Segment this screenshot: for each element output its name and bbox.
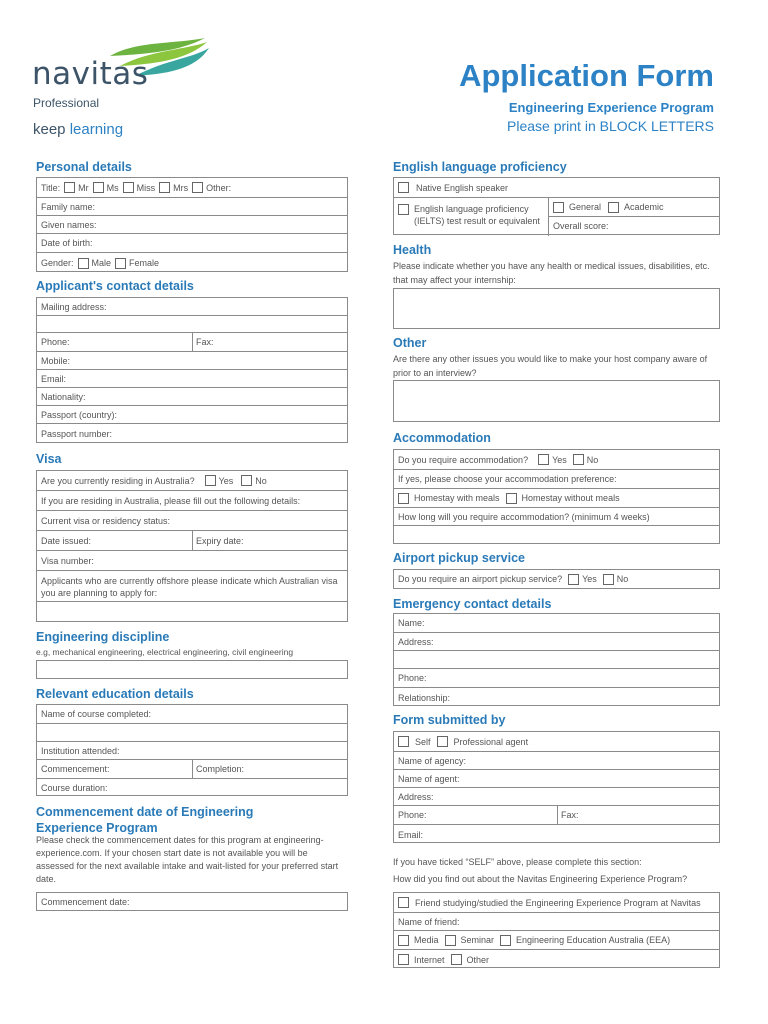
page-title: Application Form <box>459 58 714 93</box>
phone-field[interactable]: Phone: <box>41 337 70 347</box>
visa-heading: Visa <box>36 452 62 466</box>
gender-male-checkbox[interactable] <box>78 258 89 269</box>
agent-email-field[interactable]: Email: <box>398 829 424 840</box>
english-heading: English language proficiency <box>393 160 567 174</box>
ielts-checkbox[interactable] <box>398 204 409 215</box>
phone-fax-row <box>37 333 347 352</box>
discipline-input[interactable] <box>36 660 348 679</box>
completion-field[interactable]: Completion: <box>196 764 245 774</box>
block-letters-instruction: Please print in BLOCK LETTERS <box>507 118 714 134</box>
personal-details-heading: Personal details <box>36 160 132 174</box>
date-expiry-row <box>37 531 347 551</box>
emergency-address-field[interactable]: Address: <box>394 633 719 651</box>
education-box <box>36 704 348 796</box>
agent-phone-fax-divider <box>557 806 558 824</box>
overall-score-field[interactable]: Overall score: <box>553 221 609 231</box>
airport-heading: Airport pickup service <box>393 551 525 565</box>
source-row-1: Media Seminar Engineering Education Australia (EEA) <box>394 931 719 950</box>
emergency-relationship-field[interactable]: Relationship: <box>398 692 451 703</box>
contact-details-heading: Applicant's contact details <box>36 279 194 293</box>
other-input[interactable] <box>393 380 720 422</box>
course-name-field[interactable]: Name of course completed: <box>37 705 347 724</box>
commencement-completion-divider <box>192 760 193 778</box>
family-name-field[interactable]: Family name: <box>37 198 347 216</box>
logo-wordmark: navitas <box>32 56 149 92</box>
english-box <box>393 177 720 235</box>
accommodation-heading: Accommodation <box>393 431 491 445</box>
general-checkbox[interactable] <box>553 202 564 213</box>
health-input[interactable] <box>393 288 720 329</box>
internet-checkbox[interactable] <box>398 954 409 965</box>
academic-checkbox[interactable] <box>608 202 619 213</box>
program-subtitle: Engineering Experience Program <box>508 100 714 115</box>
email-field[interactable]: Email: <box>37 370 347 388</box>
friend-name-field[interactable]: Name of friend: <box>394 913 719 931</box>
residing-yes-checkbox[interactable] <box>205 475 216 486</box>
title-row: Title: Mr Ms Miss Mrs Other: <box>37 178 347 198</box>
passport-country-field[interactable]: Passport (country): <box>37 406 347 424</box>
title-ms-checkbox[interactable] <box>93 182 104 193</box>
logo-subtitle: Professional <box>33 96 100 110</box>
homestay-row: Homestay with meals Homestay without meals <box>394 489 719 508</box>
commencement-field[interactable]: Commencement: <box>41 764 110 774</box>
emergency-address-line2[interactable] <box>394 651 719 669</box>
commencement-completion-row <box>37 760 347 779</box>
emergency-name-field[interactable]: Name: <box>394 614 719 633</box>
nationality-field[interactable]: Nationality: <box>37 388 347 406</box>
friend-row: Friend studying/studied the Engineering Experience Program at Navitas <box>394 893 719 913</box>
title-mr-checkbox[interactable] <box>64 182 75 193</box>
visa-number-field[interactable]: Visa number: <box>37 551 347 571</box>
gender-row: Gender: Male Female <box>41 258 160 268</box>
fax-field[interactable]: Fax: <box>196 337 214 347</box>
self-section-question: How did you find out about the Navitas Engineering Experience Program? <box>393 874 688 884</box>
accommodation-yes-checkbox[interactable] <box>538 454 549 465</box>
title-other-checkbox[interactable] <box>192 182 203 193</box>
emergency-box <box>393 613 720 706</box>
airport-box <box>393 569 720 589</box>
visa-status-field[interactable]: Current visa or residency status: <box>37 511 347 531</box>
navitas-logo <box>30 36 210 146</box>
mailing-address-field[interactable]: Mailing address: <box>37 298 347 316</box>
source-row-2: Internet Other <box>394 950 719 969</box>
date-expiry-divider <box>192 531 193 550</box>
title-miss-checkbox[interactable] <box>123 182 134 193</box>
agent-phone-fax-row <box>394 806 719 825</box>
discipline-heading: Engineering discipline <box>36 630 170 644</box>
accommodation-box <box>393 449 720 544</box>
accommodation-no-checkbox[interactable] <box>573 454 584 465</box>
health-heading: Health <box>393 243 432 257</box>
native-speaker-row: Native English speaker <box>394 178 719 198</box>
agency-name-field[interactable]: Name of agency: <box>394 752 719 770</box>
friend-checkbox[interactable] <box>398 897 409 908</box>
emergency-phone-field[interactable]: Phone: <box>394 669 719 688</box>
residing-row: Are you currently residing in Australia? Yes No <box>37 471 347 491</box>
passport-number-field[interactable]: Passport number: <box>41 429 113 439</box>
accommodation-preference-note: If yes, please choose your accommodation preference: <box>394 470 719 489</box>
offshore-visa-line2[interactable] <box>37 602 347 623</box>
date-of-birth-field[interactable]: Date of birth: <box>37 234 347 253</box>
course-name-line2[interactable] <box>37 724 347 742</box>
given-names-field[interactable]: Given names: <box>37 216 347 234</box>
ielts-type-row: General Academic <box>549 198 719 217</box>
discipline-example: e.g, mechanical engineering, electrical engineering, civil engineering <box>36 647 294 657</box>
residing-details-note: If you are residing in Australia, please fill out the following details: <box>37 491 347 511</box>
media-checkbox[interactable] <box>398 935 409 946</box>
personal-details-box <box>36 177 348 272</box>
commencement-body: Please check the commencement dates for this program at engineering-experience.com. If your chosen start date is not available you will be assessed for the next available intake and wait-listed for your preferred start date. <box>36 835 339 884</box>
mobile-field[interactable]: Mobile: <box>37 352 347 370</box>
institution-field[interactable]: Institution attended: <box>37 742 347 760</box>
visa-box <box>36 470 348 622</box>
submitted-by-box <box>393 731 720 843</box>
professional-agent-checkbox[interactable] <box>437 736 448 747</box>
airport-no-checkbox[interactable] <box>603 574 614 585</box>
commencement-heading: Commencement date of Engineering Experience Program <box>36 805 254 835</box>
agent-fax-field[interactable]: Fax: <box>561 810 579 820</box>
submitter-type-row: Self Professional agent <box>394 732 719 752</box>
gender-female-checkbox[interactable] <box>115 258 126 269</box>
airport-yes-checkbox[interactable] <box>568 574 579 585</box>
homestay-meals-checkbox[interactable] <box>398 493 409 504</box>
contact-details-box <box>36 297 348 443</box>
submitted-by-heading: Form submitted by <box>393 713 506 727</box>
emergency-heading: Emergency contact details <box>393 597 552 611</box>
phone-fax-divider <box>192 333 193 351</box>
commencement-date-field[interactable]: Commencement date: <box>36 892 348 911</box>
residing-no-checkbox[interactable] <box>241 475 252 486</box>
self-checkbox[interactable] <box>398 736 409 747</box>
seminar-checkbox[interactable] <box>445 935 456 946</box>
health-body: Please indicate whether you have any health or medical issues, disabilities, etc. that may affect your internship: <box>393 261 710 285</box>
accommodation-duration-field[interactable]: How long will you require accommodation? (minimum 4 weeks) <box>394 508 719 526</box>
self-section-note: If you have ticked “SELF” above, please complete this section: <box>393 857 642 867</box>
other-body: Are there any other issues you would like to make your host company aware of prior to an interview? <box>393 354 708 378</box>
ielts-row: English language proficiency (IELTS) test result or equivalent General Academic Overall score: <box>394 198 719 236</box>
self-section-box <box>393 892 720 968</box>
native-speaker-checkbox[interactable] <box>398 182 409 193</box>
offshore-visa-field[interactable]: Applicants who are currently offshore please indicate which Australian visa you are planning to apply for: <box>37 571 347 602</box>
education-heading: Relevant education details <box>36 687 194 701</box>
expiry-date-field[interactable]: Expiry date: <box>196 535 244 546</box>
other-heading: Other <box>393 336 427 350</box>
eea-checkbox[interactable] <box>500 935 511 946</box>
mailing-address-line2[interactable] <box>37 316 347 333</box>
agent-name-field[interactable]: Name of agent: <box>394 770 719 788</box>
require-accommodation-row: Do you require accommodation? Yes No <box>394 450 719 470</box>
course-duration-field[interactable]: Course duration: <box>41 783 108 793</box>
homestay-no-meals-checkbox[interactable] <box>506 493 517 504</box>
accommodation-duration-line2[interactable] <box>394 526 719 545</box>
agent-phone-field[interactable]: Phone: <box>398 810 427 820</box>
date-issued-field[interactable]: Date issued: <box>41 535 92 546</box>
agent-address-field[interactable]: Address: <box>394 788 719 806</box>
tagline: keep learning <box>33 121 124 138</box>
other-source-checkbox[interactable] <box>451 954 462 965</box>
airport-pickup-row: Do you require an airport pickup service? Yes No <box>398 574 629 584</box>
title-mrs-checkbox[interactable] <box>159 182 170 193</box>
